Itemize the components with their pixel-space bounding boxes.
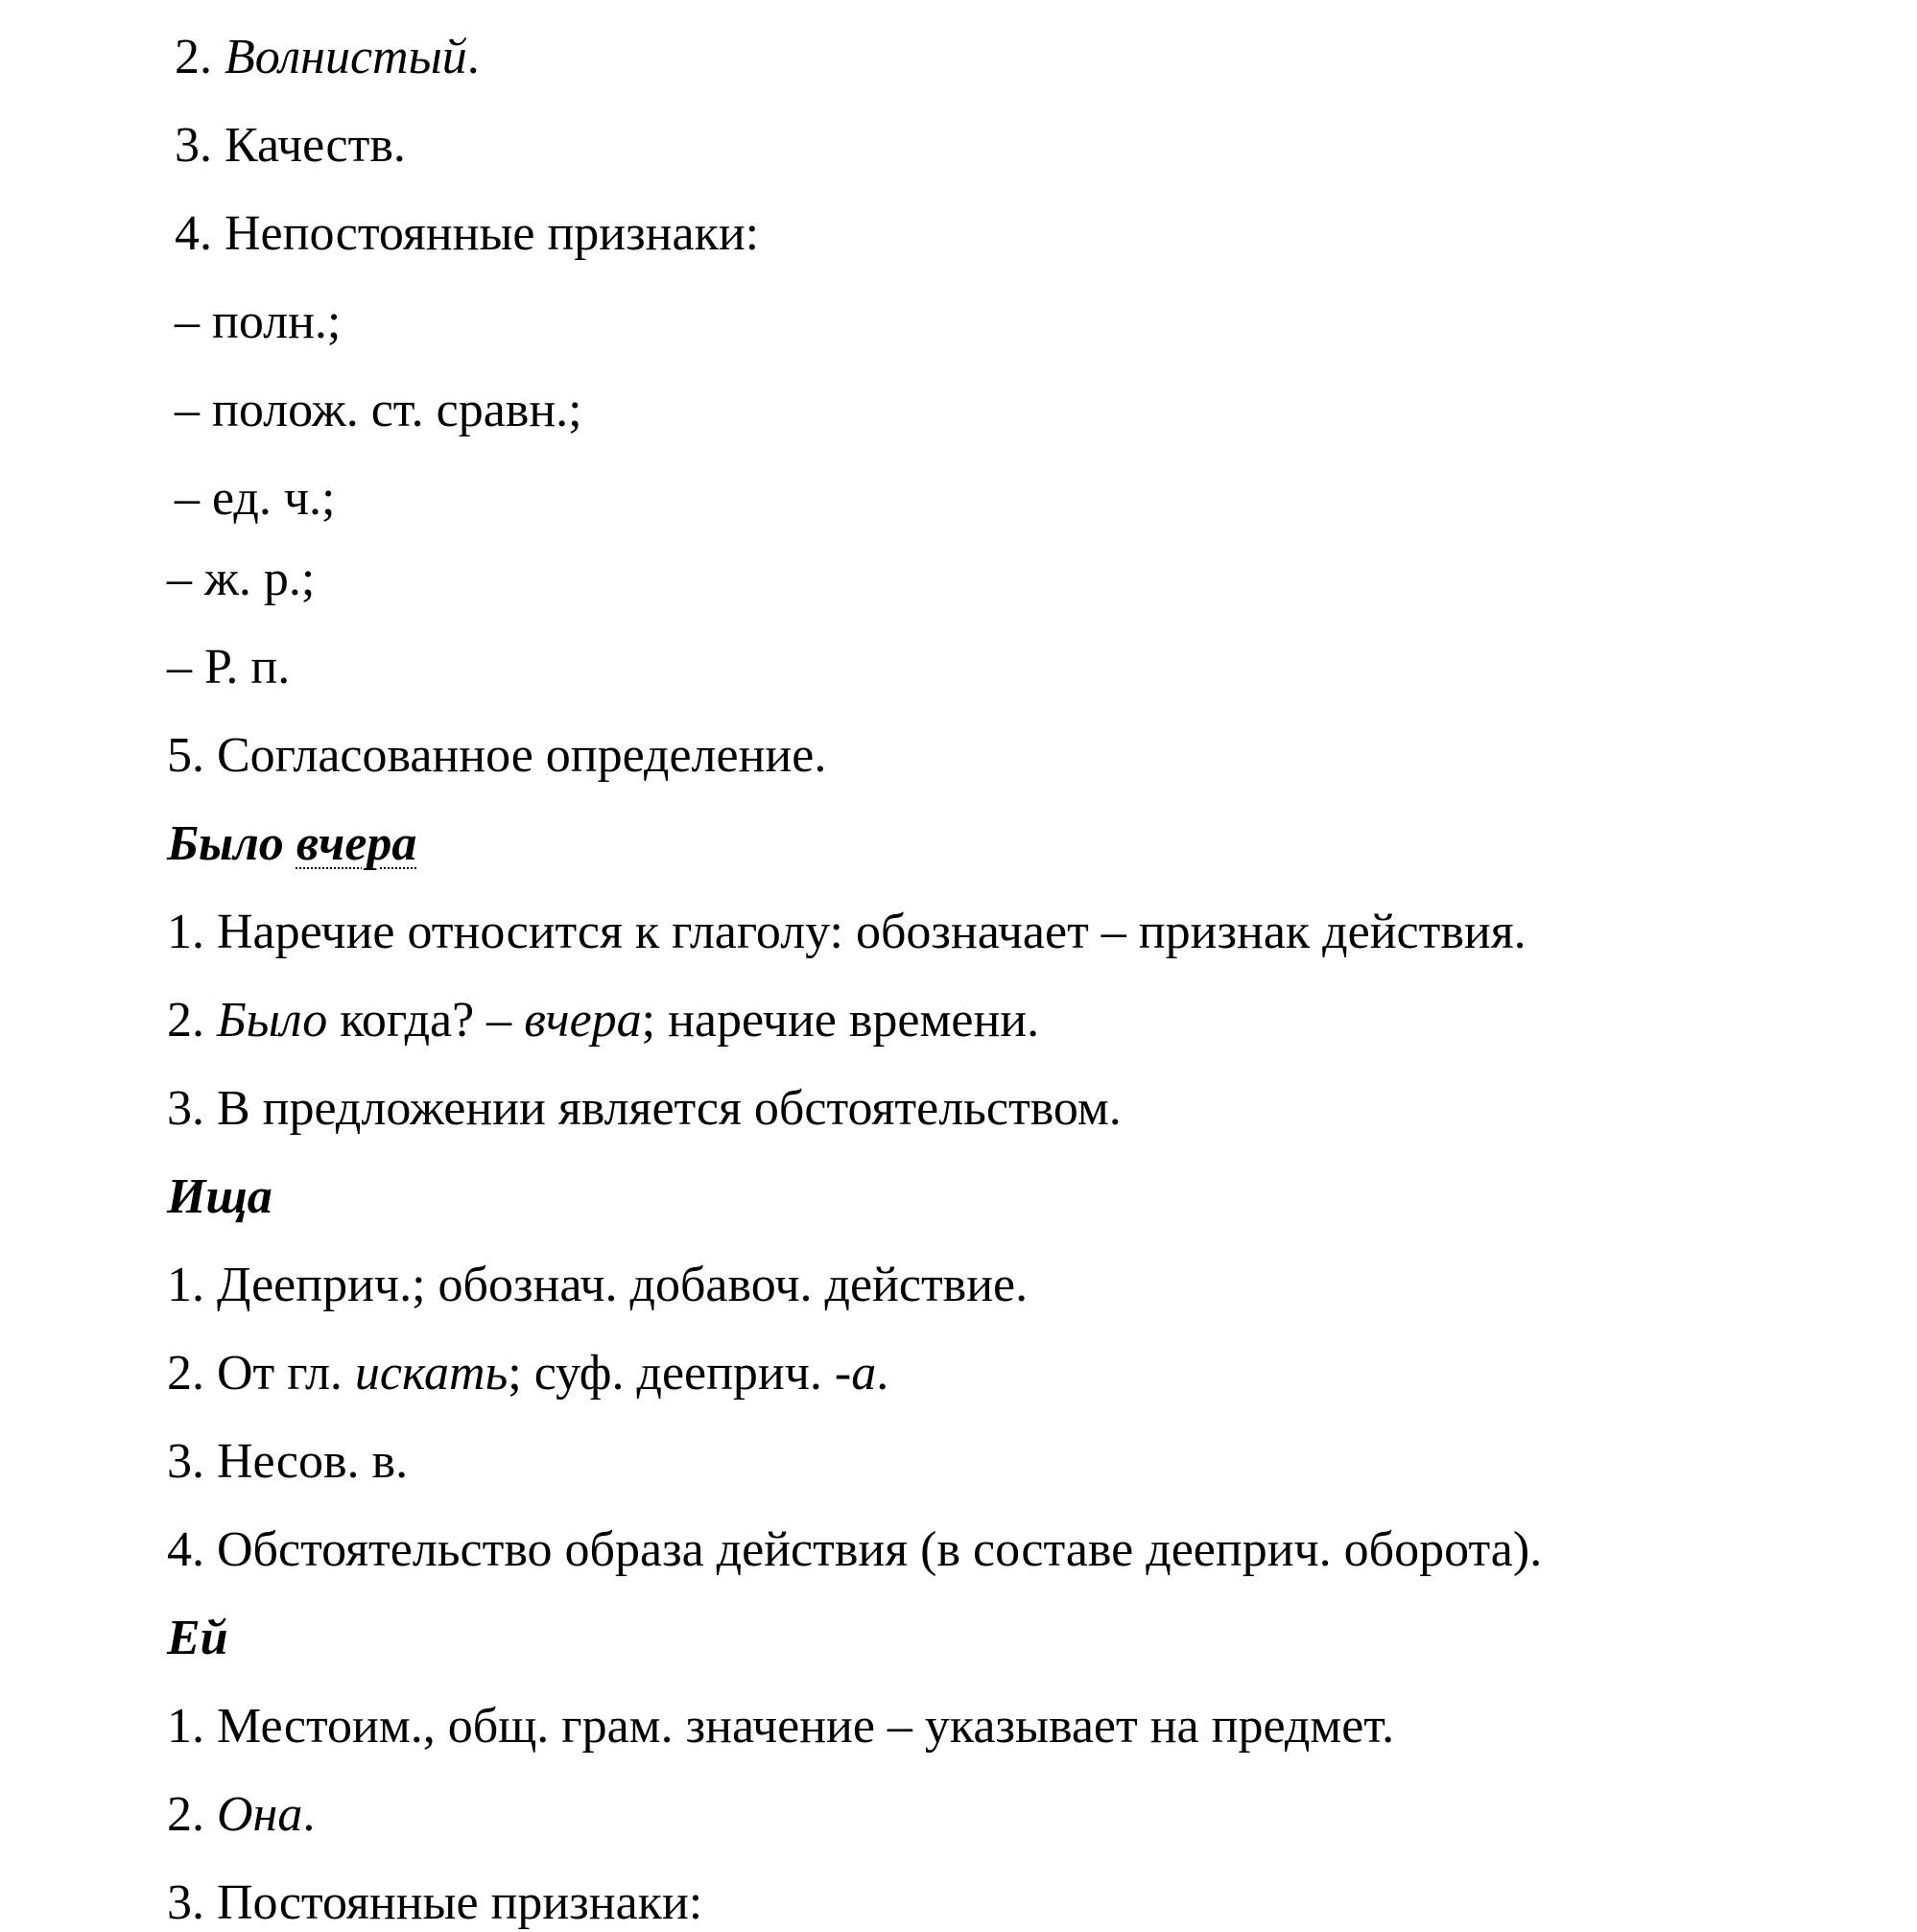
text-line: – полн.;	[175, 295, 342, 349]
section-heading: Было вчера	[167, 816, 417, 871]
italic-word: а	[851, 1346, 877, 1401]
text-line: 3. Несов. в.	[167, 1434, 409, 1489]
text-line: 2. Волнистый.	[175, 30, 480, 84]
italic-word: Она	[217, 1787, 303, 1842]
text-line: 4. Непостоянные признаки:	[175, 206, 760, 261]
text-line: – ж. р.;	[167, 552, 316, 606]
italic-word: искать	[354, 1346, 509, 1401]
text-line: 2. От гл. искать; суф. дееприч. -а.	[167, 1346, 889, 1401]
text-line: 4. Обстоятельство образа действия (в составе дееприч. оборота).	[167, 1522, 1543, 1577]
section-heading: Ей	[167, 1611, 228, 1665]
text-line: 2. Было когда? – вчера; наречие времени.	[167, 993, 1040, 1048]
italic-word: вчера	[524, 993, 642, 1048]
italic-word: Волнистый	[225, 30, 467, 84]
section-heading: Ища	[167, 1169, 272, 1224]
text-line: 3. Качеств.	[175, 118, 406, 173]
underlined-word: вчера	[296, 816, 417, 871]
text-line: – Р. п.	[167, 640, 291, 695]
text-line: 1. Местоим., общ. грам. значение – указывает на предмет.	[167, 1699, 1395, 1754]
text-line: 3. Постоянные признаки:	[167, 1875, 703, 1930]
text-line: – полож. ст. сравн.;	[175, 383, 582, 437]
text-line: 2. Она.	[167, 1787, 316, 1842]
text-line: 3. В предложении является обстоятельством.	[167, 1081, 1122, 1136]
italic-word: Было	[217, 993, 328, 1048]
text-line: 5. Согласованное определение.	[167, 728, 827, 783]
text-line: 1. Наречие относится к глаголу: обозначает – признак действия.	[167, 905, 1526, 959]
text-line: 1. Дееприч.; обознач. добавоч. действие.	[167, 1258, 1029, 1312]
text-line: – ед. ч.;	[175, 471, 336, 526]
